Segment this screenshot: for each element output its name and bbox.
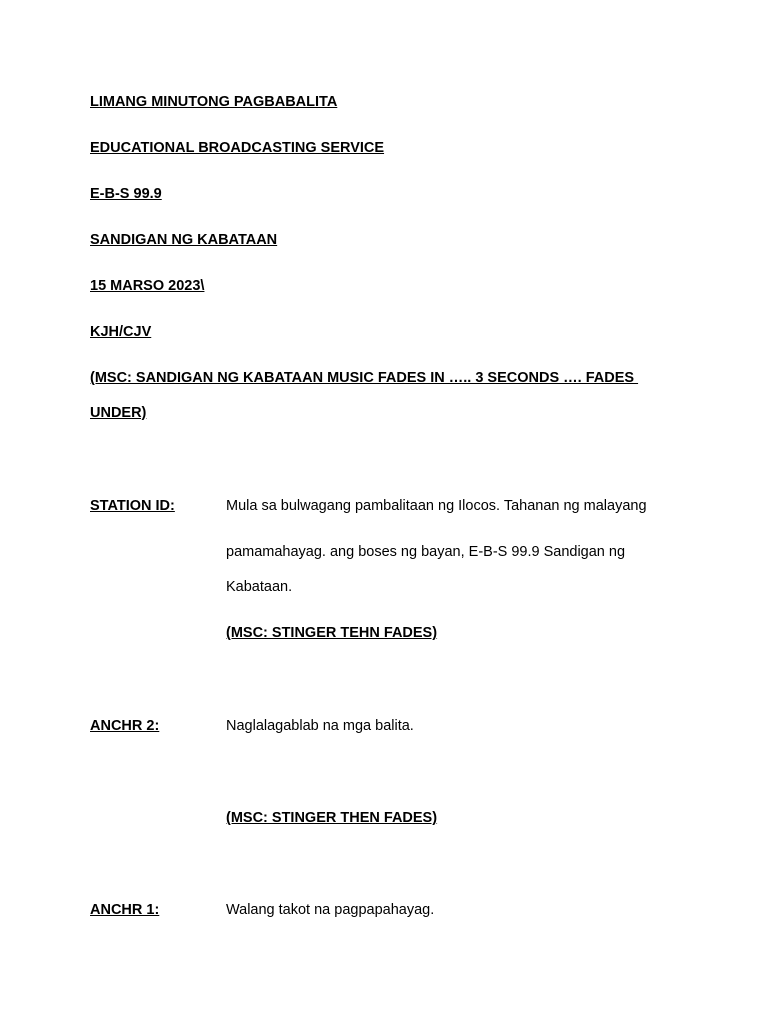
music-cue-intro-line2: UNDER)	[90, 405, 147, 421]
program-name: SANDIGAN NG KABATAAN	[90, 232, 278, 248]
station-frequency: E-B-S 99.9	[90, 186, 162, 202]
station-id-label: STATION ID:	[90, 498, 175, 514]
station-id-text-line1: Mula sa bulwagang pambalitaan ng Ilocos. Tahanan ng malayang	[226, 498, 647, 514]
anchor1-label: ANCHR 1:	[90, 902, 160, 918]
music-cue-intro-line1: (MSC: SANDIGAN NG KABATAAN MUSIC FADES IN ….. 3 SECONDS …. FADES	[90, 370, 639, 386]
author-initials: KJH/CJV	[90, 324, 152, 340]
service-name: EDUCATIONAL BROADCASTING SERVICE	[90, 140, 385, 156]
anchor2-music-cue: (MSC: STINGER THEN FADES)	[226, 810, 438, 826]
document-title: LIMANG MINUTONG PAGBABALITA	[90, 94, 338, 110]
anchor2-text: Naglalagablab na mga balita.	[226, 718, 414, 734]
station-id-text-line3: Kabataan.	[226, 579, 293, 595]
broadcast-date: 15 MARSO 2023\	[90, 278, 205, 294]
station-id-music-cue: (MSC: STINGER TEHN FADES)	[226, 625, 438, 641]
station-id-text-line2: pamamahayag. ang boses ng bayan, E-B-S 99.9 Sandigan ng	[226, 544, 626, 560]
anchor1-text: Walang takot na pagpapahayag.	[226, 902, 435, 918]
anchor2-label: ANCHR 2:	[90, 718, 160, 734]
